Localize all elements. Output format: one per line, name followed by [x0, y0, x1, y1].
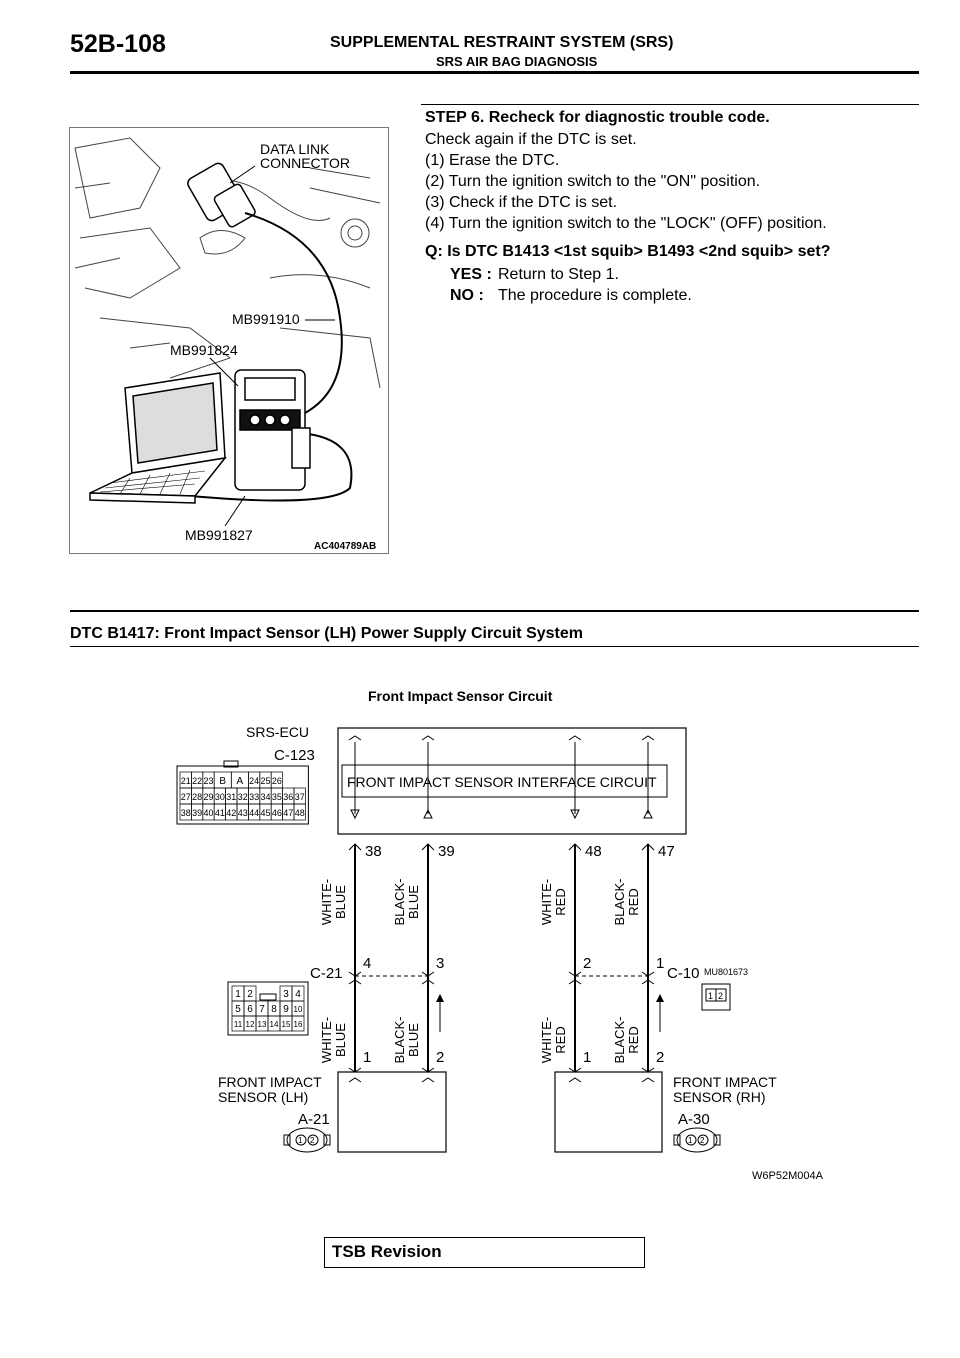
yes-label: YES : [450, 266, 492, 283]
c10-label: C-10 [667, 965, 700, 982]
ecu-connector-pin-label: 38 [180, 808, 191, 818]
pin-fork [349, 736, 361, 740]
a21-label: A-21 [298, 1111, 330, 1128]
ecu-connector-pin-label: 46 [271, 808, 282, 818]
wire-color-label: WHITE- [539, 1016, 554, 1064]
ecu-connector-pin-label: 22 [192, 776, 203, 786]
pin-fork [642, 1078, 654, 1082]
c10-connector [702, 984, 730, 1010]
no-text: The procedure is complete. [498, 287, 692, 304]
a21-pin-2: 2 [310, 1136, 315, 1145]
step-question: Q: Is DTC B1413 <1st squib> B1493 <2nd squib> set? [425, 243, 831, 260]
top-pin-number: 48 [585, 843, 602, 860]
step-item-4: (4) Turn the ignition switch to the "LOCK" (OFF) position. [425, 215, 827, 232]
no-label: NO : [450, 287, 484, 304]
mb991827-label: MB991827 [185, 527, 253, 543]
ecu-connector-pin-label: 28 [192, 792, 203, 802]
sensor-rh-label-2: SENSOR (RH) [673, 1089, 766, 1105]
c21-connector [228, 982, 308, 1035]
step-heading: STEP 6. Recheck for diagnostic trouble code. [425, 109, 770, 126]
figure2-code: W6P52M004A [752, 1170, 823, 1182]
dlc-label-2: CONNECTOR [260, 155, 350, 171]
c21-connector-pin-label: 3 [283, 989, 289, 1000]
bottom-pin-number: 1 [583, 1049, 592, 1066]
wire-color-label: BLACK- [612, 878, 627, 926]
a21-pin-1: 1 [298, 1136, 303, 1145]
a30-connector [674, 1128, 720, 1152]
bottom-pin-number: 2 [436, 1049, 445, 1066]
mb991910-label: MB991910 [232, 311, 300, 327]
step-intro: Check again if the DTC is set. [425, 131, 637, 148]
ecu-connector-pin-label: 29 [203, 792, 214, 802]
pin-fork [422, 736, 434, 740]
c21-label: C-21 [310, 965, 343, 982]
a30-label: A-30 [678, 1111, 710, 1128]
ecu-connector-pin-label: 25 [260, 776, 271, 786]
a21-connector [284, 1128, 330, 1152]
mid-pin-number: 3 [436, 955, 445, 972]
c21-connector-pin-label: 1 [235, 989, 241, 1000]
c10-part-label: MU801673 [704, 967, 749, 977]
ecu-connector-pin-label: 40 [203, 808, 214, 818]
bottom-pin-number: 1 [363, 1049, 372, 1066]
interface-label: FRONT IMPACT SENSOR INTERFACE CIRCUIT [347, 774, 657, 790]
c21-connector-pin-label: 10 [293, 1005, 303, 1014]
yes-text: Return to Step 1. [498, 266, 619, 283]
mid-pin-number: 1 [656, 955, 665, 972]
mb991824-label: MB991824 [170, 342, 238, 358]
c21-connector-pin-label: 8 [271, 1004, 277, 1015]
wire-color-label: BLUE [333, 1023, 348, 1057]
diagnostic-tool-drawing [70, 128, 388, 553]
c21-connector-pin-label: 6 [247, 1004, 253, 1015]
c21-connector-latch [260, 994, 276, 1000]
wire-color-label: BLACK- [612, 1016, 627, 1064]
ecu-connector-pin-label: 32 [237, 792, 248, 802]
signal-arrowhead [656, 994, 664, 1002]
tester-device [235, 370, 310, 490]
ecu-connector-pin-label: 37 [294, 792, 305, 802]
ecu-connector-pin-label: 21 [180, 776, 191, 786]
c21-connector-pin-label: 16 [293, 1020, 303, 1029]
wire-color-label: RED [553, 888, 568, 916]
mid-pin-number: 2 [583, 955, 592, 972]
wire-color-label: BLUE [333, 885, 348, 919]
ecu-connector-pin-label: 23 [203, 776, 214, 786]
wire-color-label: BLUE [406, 885, 421, 919]
c21-connector-pin-label: 11 [233, 1020, 243, 1029]
ecu-connector-pin-label: 24 [249, 776, 260, 786]
c21-connector-pin-label: 2 [247, 989, 253, 1000]
step-item-1: (1) Erase the DTC. [425, 152, 560, 169]
header-rule [70, 71, 919, 74]
section-title: SUPPLEMENTAL RESTRAINT SYSTEM (SRS) [330, 34, 674, 51]
ecu-connector-pin-label: 30 [214, 792, 225, 802]
ecu-connector-pin-label: 35 [271, 792, 282, 802]
ecu-connector-pin-label: 39 [192, 808, 203, 818]
section-subtitle: SRS AIR BAG DIAGNOSIS [436, 54, 598, 69]
ecu-connector-pin-label: 45 [260, 808, 271, 818]
dtc-rule-top [70, 610, 919, 612]
ecu-connector [177, 761, 308, 824]
wire-color-label: WHITE- [539, 878, 554, 926]
ecu-connector-pin-label: 44 [249, 808, 260, 818]
c21-connector-pin-label: 5 [235, 1004, 241, 1015]
wire-color-label: WHITE- [319, 1016, 334, 1064]
c21-connector-pin-label: 9 [283, 1004, 289, 1015]
figure1-code: AC404789AB [314, 541, 377, 552]
wire-color-label: BLACK- [392, 1016, 407, 1064]
dtc-rule-bottom [70, 646, 919, 647]
ecu-connector-pin-label: B [219, 776, 227, 787]
sensor-rh-label-1: FRONT IMPACT [673, 1074, 777, 1090]
a30-pin-1: 1 [688, 1136, 693, 1145]
wire-color-label: BLUE [406, 1023, 421, 1057]
ecu-connector-pin-label: 26 [271, 776, 282, 786]
sensor-lh-label-1: FRONT IMPACT [218, 1074, 322, 1090]
wire-color-label: RED [626, 888, 641, 916]
mid-pin-number: 4 [363, 955, 372, 972]
step-item-3: (3) Check if the DTC is set. [425, 194, 618, 211]
ecu-connector-pin-label: A [236, 776, 244, 787]
tsb-revision-label: TSB Revision [332, 1242, 442, 1261]
step-item-2: (2) Turn the ignition switch to the "ON" position. [425, 173, 761, 190]
circuit-svg [170, 710, 870, 1190]
diagnostic-tool-illustration [69, 127, 389, 554]
c21-connector-pin-label: 12 [245, 1020, 255, 1029]
ecu-connector-pin-label: 42 [226, 808, 237, 818]
circuit-diagram [170, 710, 870, 1190]
dlc-connector [186, 161, 257, 228]
top-pin-number: 38 [365, 843, 382, 860]
ecu-connector-pin-label: 41 [214, 808, 225, 818]
c21-connector-pin-label: 14 [269, 1020, 279, 1029]
pin-fork [569, 1078, 581, 1082]
ecu-connector-pin-label: 27 [180, 792, 191, 802]
c21-connector-pin-label: 4 [295, 989, 301, 1000]
ecu-connector-pin-label: 47 [283, 808, 294, 818]
laptop [90, 373, 225, 503]
wire-color-label: RED [553, 1026, 568, 1054]
signal-arrowhead [436, 994, 444, 1002]
ecu-connector-pin-label: 43 [237, 808, 248, 818]
a30-pin-2: 2 [700, 1136, 705, 1145]
pin-fork [422, 1078, 434, 1082]
ecu-connector-pin-label: 34 [260, 792, 271, 802]
bottom-pin-number: 2 [656, 1049, 665, 1066]
sensor-lh-box [338, 1072, 446, 1152]
c21-connector-pin-label: 7 [259, 1004, 265, 1015]
wire-color-label: RED [626, 1026, 641, 1054]
wire-color-label: WHITE- [319, 878, 334, 926]
pin-fork [642, 736, 654, 740]
step-rule [421, 104, 919, 105]
pin-fork [569, 736, 581, 740]
ecu-connector-pin-label: 48 [294, 808, 305, 818]
c21-connector-pin-label: 13 [257, 1020, 267, 1029]
dtc-heading: DTC B1417: Front Impact Sensor (LH) Power Supply Circuit System [70, 625, 583, 642]
c123-label: C-123 [274, 747, 315, 764]
page-number: 52B-108 [70, 30, 166, 58]
top-pin-number: 47 [658, 843, 675, 860]
circuit-title: Front Impact Sensor Circuit [368, 688, 553, 704]
ecu-connector-pin-label: 31 [226, 792, 237, 802]
c10-pin-1: 1 [708, 991, 714, 1001]
c10-pin-2: 2 [718, 991, 724, 1001]
dlc-label-1: DATA LINK [260, 141, 330, 157]
pin-fork [349, 1078, 361, 1082]
ecu-connector-pin-label: 36 [283, 792, 294, 802]
sensor-rh-box [555, 1072, 662, 1152]
sensor-lh-label-2: SENSOR (LH) [218, 1089, 309, 1105]
top-pin-number: 39 [438, 843, 455, 860]
srs-ecu-label: SRS-ECU [246, 724, 310, 740]
c21-connector-pin-label: 15 [281, 1020, 291, 1029]
ecu-connector-pin-label: 33 [249, 792, 260, 802]
wire-color-label: BLACK- [392, 878, 407, 926]
